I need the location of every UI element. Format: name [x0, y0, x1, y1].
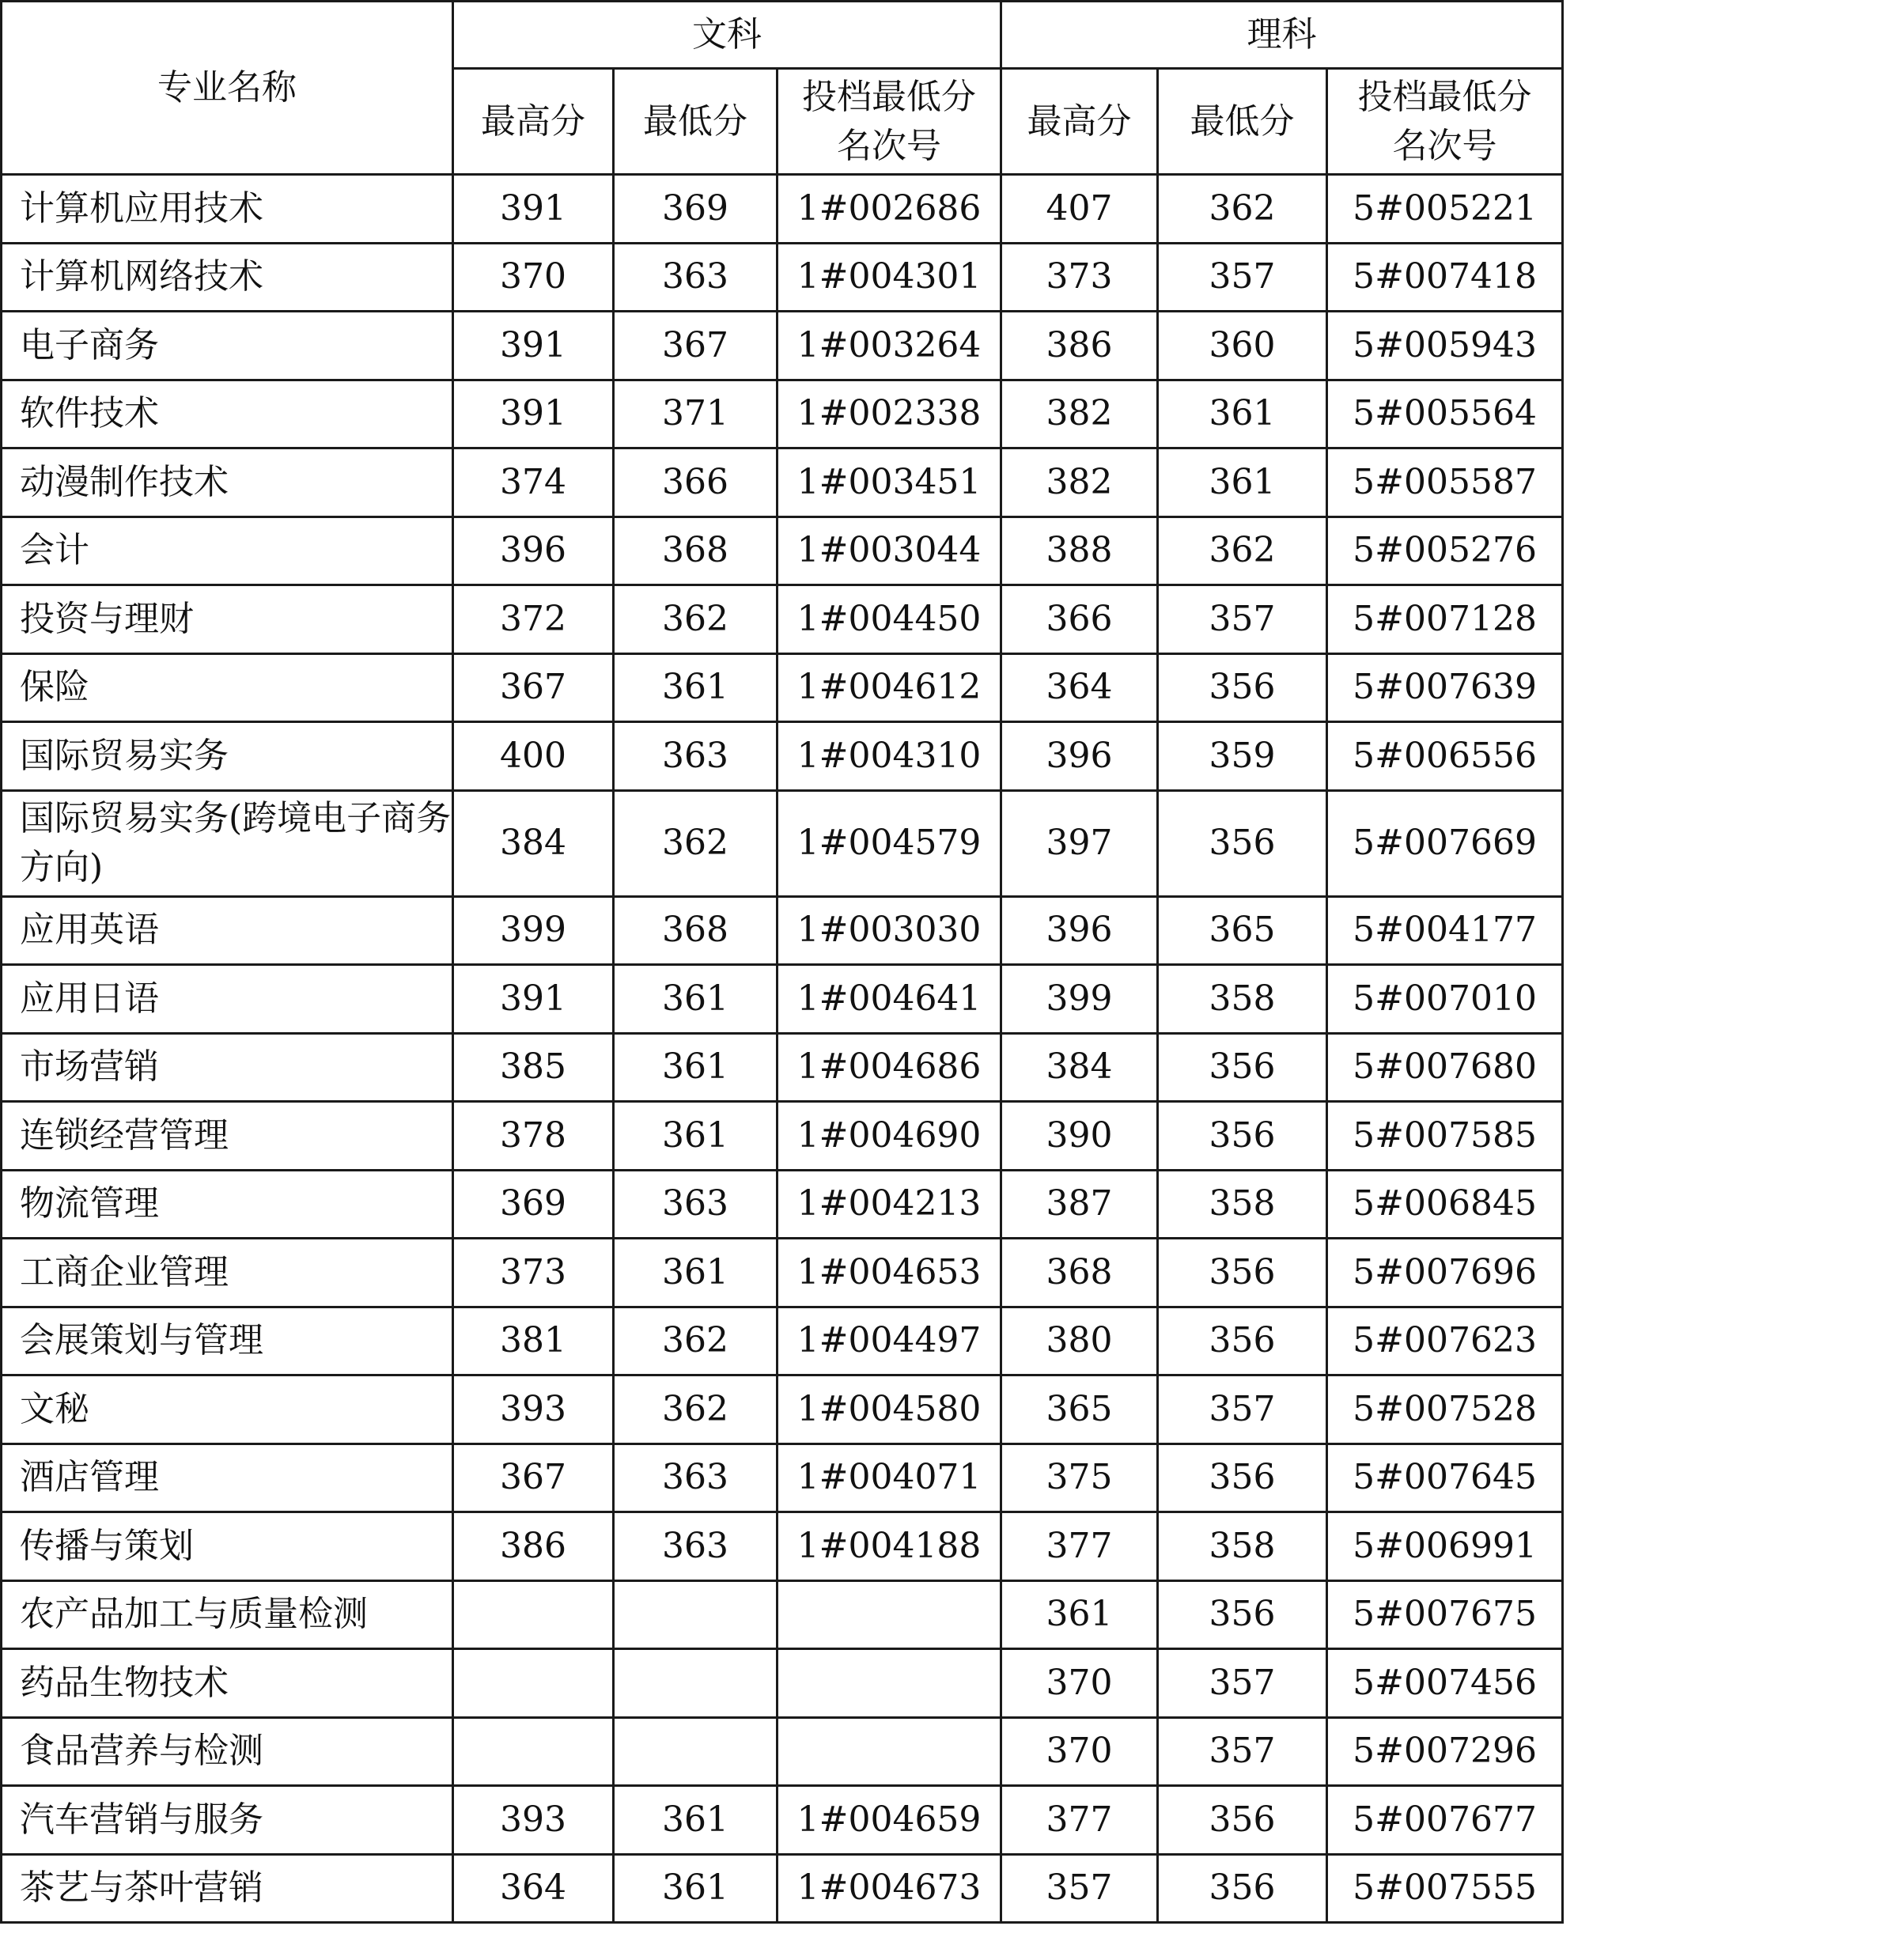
science-rank-cell: 5#005564	[1327, 380, 1563, 448]
liberal-min-score-cell: 363	[614, 1170, 778, 1239]
major-name-cell: 计算机应用技术	[2, 175, 453, 244]
rank-header-line1: 投档最低分	[1357, 76, 1532, 117]
science-max-score-cell: 397	[1001, 790, 1158, 896]
science-max-score-cell: 377	[1001, 1512, 1158, 1581]
science-max-score-cell: 382	[1001, 380, 1158, 448]
table-row	[2, 1649, 1563, 1718]
table-row	[2, 1307, 1563, 1375]
table-row	[2, 1102, 1563, 1171]
liberal-max-score-cell: 391	[453, 965, 614, 1034]
major-name-cell: 文秘	[2, 1375, 453, 1444]
liberal-rank-cell: 1#004673	[778, 1854, 1001, 1923]
science-max-score-cell: 377	[1001, 1786, 1158, 1855]
science-min-score-cell: 356	[1158, 1444, 1327, 1512]
liberal-rank-cell: 1#004690	[778, 1102, 1001, 1171]
science-rank-cell: 5#007696	[1327, 1239, 1563, 1307]
science-header: 理科	[1001, 2, 1563, 69]
liberal-max-score-cell: 374	[453, 448, 614, 517]
science-min-score-cell: 360	[1158, 312, 1327, 380]
liberal-min-score-cell: 363	[614, 243, 778, 312]
major-name-cell: 传播与策划	[2, 1512, 453, 1581]
rank-header-line2: 名次号	[1392, 125, 1497, 166]
science-min-score-cell: 361	[1158, 448, 1327, 517]
liberal-rank-cell: 1#004686	[778, 1033, 1001, 1102]
liberal-rank-cell: 1#003451	[778, 448, 1001, 517]
science-rank-cell: 5#005943	[1327, 312, 1563, 380]
liberal-max-score-cell	[453, 1649, 614, 1718]
major-name-cell: 会展策划与管理	[2, 1307, 453, 1375]
liberal-min-score-cell: 361	[614, 1033, 778, 1102]
science-min-score-cell: 357	[1158, 1375, 1327, 1444]
liberal-min-score-cell: 369	[614, 175, 778, 244]
liberal-min-score-cell: 362	[614, 585, 778, 654]
science-max-score-cell: 370	[1001, 1717, 1158, 1786]
liberal-rank-cell: 1#004653	[778, 1239, 1001, 1307]
liberal-max-score-cell: 369	[453, 1170, 614, 1239]
science-rank-cell: 5#007680	[1327, 1033, 1563, 1102]
major-name-cell: 茶艺与茶叶营销	[2, 1854, 453, 1923]
science-max-score-cell: 387	[1001, 1170, 1158, 1239]
liberal-max-score-header: 最高分	[453, 69, 614, 175]
science-min-score-cell: 356	[1158, 790, 1327, 896]
science-max-score-header: 最高分	[1001, 69, 1158, 175]
science-max-score-cell: 366	[1001, 585, 1158, 654]
major-name-cell: 计算机网络技术	[2, 243, 453, 312]
liberal-arts-header: 文科	[453, 2, 1001, 69]
table-row	[2, 1854, 1563, 1923]
liberal-rank-cell: 1#004213	[778, 1170, 1001, 1239]
science-rank-cell: 5#005221	[1327, 175, 1563, 244]
liberal-max-score-cell: 399	[453, 896, 614, 965]
science-max-score-cell: 365	[1001, 1375, 1158, 1444]
rank-header-line2: 名次号	[837, 125, 941, 166]
liberal-max-score-cell: 367	[453, 653, 614, 722]
liberal-rank-cell	[778, 1717, 1001, 1786]
liberal-rank-cell: 1#004497	[778, 1307, 1001, 1375]
liberal-min-score-header: 最低分	[614, 69, 778, 175]
table-row	[2, 1239, 1563, 1307]
table-row	[2, 312, 1563, 380]
table-row	[2, 1786, 1563, 1855]
liberal-min-score-cell: 361	[614, 1239, 778, 1307]
major-name-cell: 应用日语	[2, 965, 453, 1034]
science-max-score-cell: 370	[1001, 1649, 1158, 1718]
table-row	[2, 243, 1563, 312]
liberal-rank-cell	[778, 1649, 1001, 1718]
science-min-score-cell: 356	[1158, 1239, 1327, 1307]
major-name-cell: 软件技术	[2, 380, 453, 448]
major-name-cell: 动漫制作技术	[2, 448, 453, 517]
table-row	[2, 1170, 1563, 1239]
table-row	[2, 1512, 1563, 1581]
liberal-rank-header	[778, 69, 1001, 175]
science-min-score-cell: 358	[1158, 1512, 1327, 1581]
science-rank-cell: 5#005587	[1327, 448, 1563, 517]
table-row	[2, 896, 1563, 965]
science-max-score-cell: 364	[1001, 653, 1158, 722]
science-rank-cell: 5#007623	[1327, 1307, 1563, 1375]
science-min-score-cell: 358	[1158, 965, 1327, 1034]
science-max-score-cell: 368	[1001, 1239, 1158, 1307]
table-row	[2, 1033, 1563, 1102]
liberal-rank-cell: 1#003264	[778, 312, 1001, 380]
liberal-max-score-cell: 367	[453, 1444, 614, 1512]
major-name-cell: 国际贸易实务	[2, 722, 453, 791]
liberal-max-score-cell: 393	[453, 1786, 614, 1855]
table-row	[2, 380, 1563, 448]
science-max-score-cell: 373	[1001, 243, 1158, 312]
liberal-rank-cell: 1#004310	[778, 722, 1001, 791]
science-rank-cell: 5#004177	[1327, 896, 1563, 965]
science-max-score-cell: 388	[1001, 516, 1158, 585]
science-max-score-cell: 380	[1001, 1307, 1158, 1375]
major-name-cell: 连锁经营管理	[2, 1102, 453, 1171]
liberal-min-score-cell: 366	[614, 448, 778, 517]
science-rank-cell: 5#007296	[1327, 1717, 1563, 1786]
liberal-min-score-cell: 363	[614, 1512, 778, 1581]
table-row	[2, 175, 1563, 244]
liberal-min-score-cell: 363	[614, 1444, 778, 1512]
liberal-rank-cell: 1#003030	[778, 896, 1001, 965]
table-row	[2, 1375, 1563, 1444]
science-max-score-cell: 361	[1001, 1580, 1158, 1649]
science-min-score-cell: 357	[1158, 585, 1327, 654]
liberal-max-score-cell: 391	[453, 380, 614, 448]
liberal-rank-cell: 1#004659	[778, 1786, 1001, 1855]
science-rank-cell: 5#007555	[1327, 1854, 1563, 1923]
major-name-cell: 市场营销	[2, 1033, 453, 1102]
science-min-score-cell: 361	[1158, 380, 1327, 448]
science-rank-cell: 5#007010	[1327, 965, 1563, 1034]
liberal-max-score-cell: 393	[453, 1375, 614, 1444]
table-row	[2, 965, 1563, 1034]
table-row	[2, 790, 1563, 896]
science-max-score-cell: 390	[1001, 1102, 1158, 1171]
science-rank-cell: 5#007128	[1327, 585, 1563, 654]
liberal-rank-cell	[778, 1580, 1001, 1649]
liberal-min-score-cell	[614, 1580, 778, 1649]
liberal-rank-cell: 1#004450	[778, 585, 1001, 654]
liberal-rank-cell: 1#004641	[778, 965, 1001, 1034]
table-row	[2, 448, 1563, 517]
science-max-score-cell: 399	[1001, 965, 1158, 1034]
science-min-score-cell: 357	[1158, 243, 1327, 312]
science-rank-cell: 5#006845	[1327, 1170, 1563, 1239]
science-rank-cell: 5#007456	[1327, 1649, 1563, 1718]
liberal-min-score-cell: 368	[614, 896, 778, 965]
major-name-cell: 应用英语	[2, 896, 453, 965]
major-name-cell: 农产品加工与质量检测	[2, 1580, 453, 1649]
liberal-rank-cell: 1#004579	[778, 790, 1001, 896]
science-min-score-cell: 359	[1158, 722, 1327, 791]
liberal-rank-cell: 1#004188	[778, 1512, 1001, 1581]
science-max-score-cell: 382	[1001, 448, 1158, 517]
major-name-cell: 会计	[2, 516, 453, 585]
liberal-min-score-cell: 362	[614, 1375, 778, 1444]
science-min-score-cell: 358	[1158, 1170, 1327, 1239]
science-rank-cell: 5#007418	[1327, 243, 1563, 312]
liberal-max-score-cell: 391	[453, 312, 614, 380]
table-row	[2, 722, 1563, 791]
liberal-rank-cell: 1#004612	[778, 653, 1001, 722]
table-row	[2, 653, 1563, 722]
liberal-rank-cell: 1#003044	[778, 516, 1001, 585]
science-min-score-cell: 356	[1158, 653, 1327, 722]
major-name-cell: 酒店管理	[2, 1444, 453, 1512]
liberal-max-score-cell: 396	[453, 516, 614, 585]
science-rank-cell: 5#007585	[1327, 1102, 1563, 1171]
science-rank-cell: 5#007677	[1327, 1786, 1563, 1855]
science-min-score-cell: 356	[1158, 1102, 1327, 1171]
science-min-score-cell: 356	[1158, 1033, 1327, 1102]
liberal-min-score-cell	[614, 1649, 778, 1718]
liberal-min-score-cell	[614, 1717, 778, 1786]
liberal-max-score-cell: 400	[453, 722, 614, 791]
science-rank-cell: 5#007675	[1327, 1580, 1563, 1649]
science-rank-cell: 5#006556	[1327, 722, 1563, 791]
major-name-cell: 汽车营销与服务	[2, 1786, 453, 1855]
science-max-score-cell: 384	[1001, 1033, 1158, 1102]
liberal-max-score-cell: 385	[453, 1033, 614, 1102]
science-rank-cell: 5#005276	[1327, 516, 1563, 585]
liberal-min-score-cell: 362	[614, 790, 778, 896]
science-min-score-cell: 356	[1158, 1786, 1327, 1855]
science-max-score-cell: 357	[1001, 1854, 1158, 1923]
rank-header-line1: 投档最低分	[802, 76, 976, 117]
major-name-cell: 工商企业管理	[2, 1239, 453, 1307]
science-rank-cell: 5#007645	[1327, 1444, 1563, 1512]
science-max-score-cell: 396	[1001, 896, 1158, 965]
liberal-rank-cell: 1#002338	[778, 380, 1001, 448]
liberal-max-score-cell: 370	[453, 243, 614, 312]
liberal-min-score-cell: 363	[614, 722, 778, 791]
liberal-max-score-cell	[453, 1717, 614, 1786]
major-name-cell: 保险	[2, 653, 453, 722]
liberal-min-score-cell: 361	[614, 1786, 778, 1855]
science-min-score-cell: 356	[1158, 1854, 1327, 1923]
science-rank-cell: 5#007639	[1327, 653, 1563, 722]
liberal-min-score-cell: 362	[614, 1307, 778, 1375]
liberal-max-score-cell: 391	[453, 175, 614, 244]
liberal-rank-cell: 1#004301	[778, 243, 1001, 312]
science-rank-cell: 5#007528	[1327, 1375, 1563, 1444]
science-max-score-cell: 407	[1001, 175, 1158, 244]
liberal-max-score-cell: 378	[453, 1102, 614, 1171]
liberal-min-score-cell: 371	[614, 380, 778, 448]
science-rank-header	[1327, 69, 1563, 175]
liberal-rank-cell: 1#004071	[778, 1444, 1001, 1512]
table-header	[2, 2, 1563, 175]
table-body	[2, 175, 1563, 1923]
table-row	[2, 516, 1563, 585]
liberal-min-score-cell: 361	[614, 653, 778, 722]
major-name-cell: 药品生物技术	[2, 1649, 453, 1718]
liberal-max-score-cell: 364	[453, 1854, 614, 1923]
science-max-score-cell: 396	[1001, 722, 1158, 791]
liberal-min-score-cell: 367	[614, 312, 778, 380]
major-name-cell: 电子商务	[2, 312, 453, 380]
science-max-score-cell: 375	[1001, 1444, 1158, 1512]
science-min-score-cell: 362	[1158, 175, 1327, 244]
liberal-rank-cell: 1#002686	[778, 175, 1001, 244]
science-rank-cell: 5#007669	[1327, 790, 1563, 896]
major-name-cell: 食品营养与检测	[2, 1717, 453, 1786]
major-name-cell: 国际贸易实务(跨境电子商务方向)	[2, 790, 453, 896]
liberal-max-score-cell: 386	[453, 1512, 614, 1581]
liberal-max-score-cell	[453, 1580, 614, 1649]
liberal-min-score-cell: 361	[614, 965, 778, 1034]
science-min-score-cell: 356	[1158, 1580, 1327, 1649]
table-row	[2, 1444, 1563, 1512]
major-name-cell: 投资与理财	[2, 585, 453, 654]
science-max-score-cell: 386	[1001, 312, 1158, 380]
science-min-score-cell: 362	[1158, 516, 1327, 585]
major-name-header: 专业名称	[2, 2, 453, 175]
major-name-cell: 物流管理	[2, 1170, 453, 1239]
liberal-max-score-cell: 373	[453, 1239, 614, 1307]
liberal-min-score-cell: 361	[614, 1854, 778, 1923]
liberal-max-score-cell: 384	[453, 790, 614, 896]
science-rank-cell: 5#006991	[1327, 1512, 1563, 1581]
liberal-min-score-cell: 361	[614, 1102, 778, 1171]
table-row	[2, 1717, 1563, 1786]
science-min-score-cell: 357	[1158, 1649, 1327, 1718]
liberal-max-score-cell: 381	[453, 1307, 614, 1375]
liberal-min-score-cell: 368	[614, 516, 778, 585]
liberal-rank-cell: 1#004580	[778, 1375, 1001, 1444]
liberal-max-score-cell: 372	[453, 585, 614, 654]
science-min-score-cell: 357	[1158, 1717, 1327, 1786]
science-min-score-header: 最低分	[1158, 69, 1327, 175]
science-min-score-cell: 356	[1158, 1307, 1327, 1375]
table-row	[2, 585, 1563, 654]
table-row	[2, 1580, 1563, 1649]
science-min-score-cell: 365	[1158, 896, 1327, 965]
